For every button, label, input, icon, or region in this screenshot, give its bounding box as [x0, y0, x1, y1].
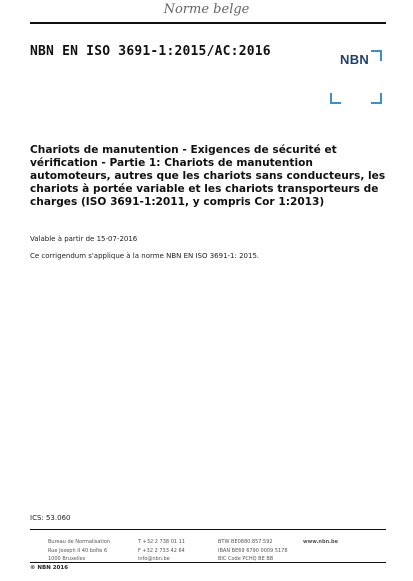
footer-address-line: Bureau de Normalisation — [48, 539, 111, 545]
document-title: Chariots de manutention - Exigences de sécurité et vérification - Partie 1: Chariots de manutention automoteurs, autres que les chariots sans conducteurs, les chariots à portée variable et les chariots transporteurs de charges (ISO 3691-1:2011, y compris Cor 1:2013) — [30, 144, 386, 208]
ics-code: ICS: 53.060 — [30, 514, 71, 522]
validity-date: Valable à partir de 15-07-2016 — [30, 235, 138, 243]
logo-corner-bottom-left — [330, 93, 341, 104]
footer-email[interactable]: info@nbn.be — [138, 556, 170, 562]
standard-number: NBN EN ISO 3691-1:2015/AC:2016 — [30, 44, 271, 59]
logo-text: NBN — [340, 52, 370, 67]
footer-website[interactable] — [303, 538, 338, 547]
footer-fax: F +32 2 733 42 64 — [138, 547, 185, 554]
footer-address-line: 1000 Bruxelles — [48, 556, 86, 562]
footer-contact — [138, 538, 185, 564]
footer-bic: BIC Code PCHQ BE BB — [218, 556, 274, 562]
corrigendum-note: Ce corrigendum s'applique à la norme NBN EN ISO 3691-1: 2015. — [30, 252, 260, 260]
footer-phone: T +32 2 738 01 11 — [138, 539, 186, 545]
footer-website-link[interactable]: www.nbn.be — [303, 539, 339, 545]
logo-corner-top-right — [371, 50, 382, 61]
footer-address — [48, 538, 110, 564]
footer-address-line: Rue Joseph II 40 boîte 6 — [48, 547, 108, 554]
footer-iban: IBAN BE69 6790 0009 5178 — [218, 547, 288, 554]
footer-vat: BTW BE0880.857.592 — [218, 539, 273, 545]
document-type-label: Norme belge — [163, 2, 250, 17]
footer-bank — [218, 538, 288, 564]
logo-corner-bottom-right — [371, 93, 382, 104]
bottom-divider — [30, 562, 386, 563]
footer-divider — [30, 529, 386, 530]
copyright-notice: © NBN 2016 — [30, 565, 69, 571]
header-divider — [30, 22, 386, 24]
nbn-logo — [330, 50, 382, 104]
